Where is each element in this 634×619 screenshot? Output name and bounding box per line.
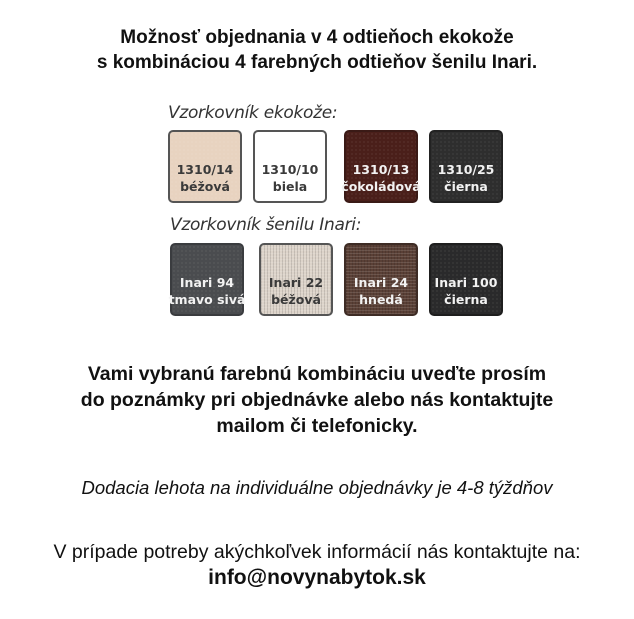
swatch-code: 1310/13 [352,162,410,177]
swatch-name: tmavo sivá [168,292,246,307]
swatch-name: čokoládová [341,179,421,194]
heading-line-2: s kombináciou 4 farebných odtieňov šenilu Inari. [96,52,538,73]
swatch-name: biela [272,179,308,194]
contact-email-link[interactable]: info@novynabytok.sk [208,566,426,589]
swatch-inari-24[interactable] [344,243,418,316]
instruction-line-2: do poznámky pri objednávke alebo nás kontaktujte [80,389,554,411]
swatch-ekokoza-1310-14[interactable] [168,130,242,203]
swatch-ekokoza-1310-25[interactable] [429,130,503,203]
swatch-name: béžová [180,179,230,194]
swatch-code: 1310/10 [261,162,319,177]
swatch-code: Inari 24 [353,275,409,290]
swatch-code: 1310/14 [176,162,234,177]
heading-line-1: Možnosť objednania v 4 odtieňoch ekokože [120,27,514,48]
swatch-name: hnedá [359,292,403,307]
swatch-ekokoza-1310-13[interactable] [341,130,421,203]
swatch-name: čierna [444,179,488,194]
senil-label: Vzorkovník šenilu Inari: [170,215,362,235]
swatch-inari-100[interactable] [429,243,503,316]
ekokoza-label: Vzorkovník ekokože: [168,103,338,123]
swatch-code: Inari 100 [434,275,498,290]
swatch-name: béžová [271,292,321,307]
swatch-name: čierna [444,292,488,307]
delivery-time-note: Dodacia lehota na individuálne objednávky je 4-8 týždňov [81,477,553,498]
swatch-inari-94[interactable] [170,243,244,316]
swatch-ekokoza-1310-10[interactable] [253,130,327,203]
instruction-line-3: mailom či telefonicky. [216,415,418,437]
instruction-line-1: Vami vybranú farebnú kombináciu uveďte prosím [87,363,547,385]
swatch-code: Inari 94 [179,275,235,290]
swatch-inari-22[interactable] [259,243,333,316]
swatch-code: 1310/25 [437,162,495,177]
swatch-code: Inari 22 [268,275,324,290]
contact-text: V prípade potreby akýchkoľvek informácií nás kontaktujte na: [53,541,581,563]
